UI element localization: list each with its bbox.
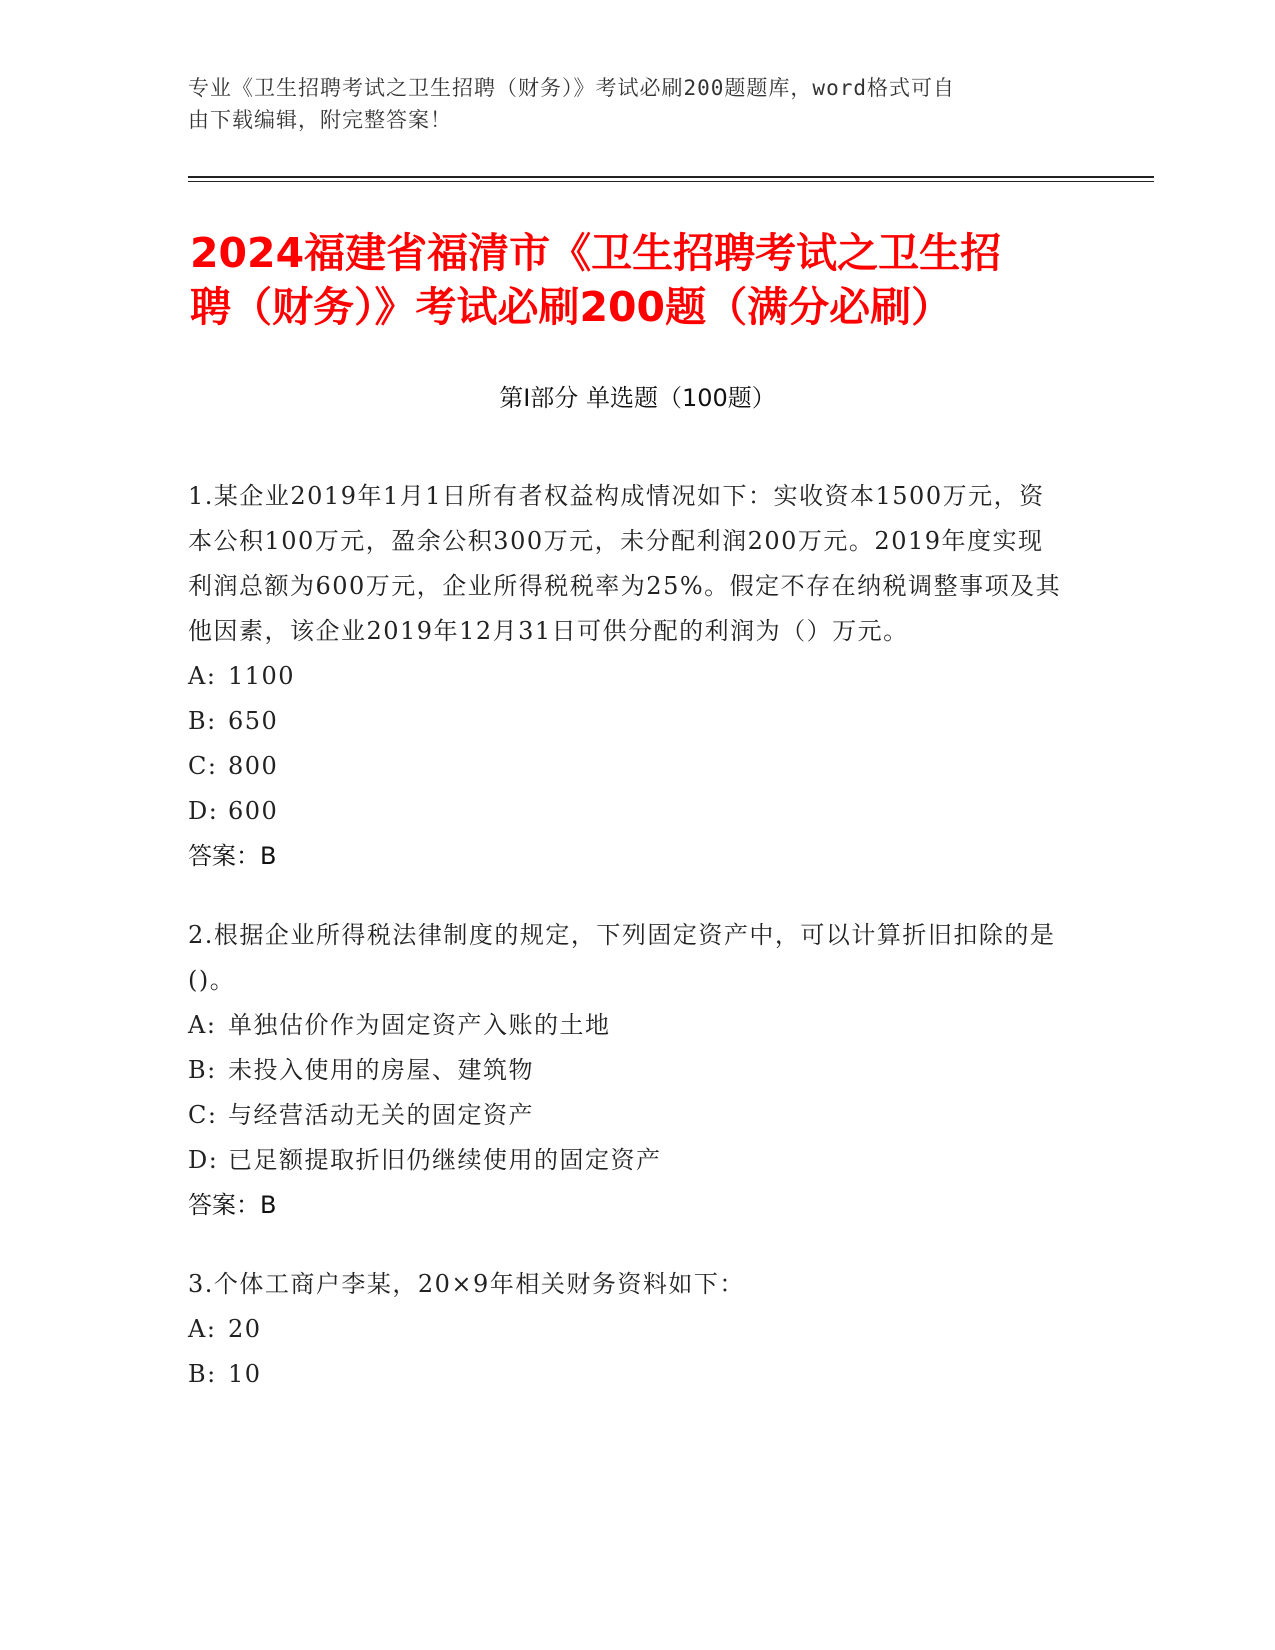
- answer-line: 答案：B: [188, 842, 277, 870]
- answer-line: 答案：B: [188, 1191, 277, 1219]
- option-b: [188, 1048, 1068, 1093]
- option-text: 10: [228, 1360, 262, 1388]
- option-letter: B:: [188, 1360, 217, 1388]
- question-list: [188, 474, 1068, 1431]
- option-d: [188, 789, 1068, 834]
- option-a: [188, 1003, 1068, 1048]
- option-a: [188, 654, 1068, 699]
- section-heading: 第Ⅰ部分 单选题（100题）: [499, 384, 776, 412]
- option-letter: D:: [188, 797, 219, 825]
- option-text: 单独估价作为固定资产入账的土地: [228, 1011, 611, 1039]
- question-2: [188, 913, 1068, 1228]
- option-b: [188, 1352, 1068, 1397]
- option-text: 600: [228, 797, 279, 825]
- question-text: 3.个体工商户李某，20×9年相关财务资料如下：: [188, 1270, 745, 1298]
- header-note: [188, 72, 1068, 136]
- header-note-line-2: 由下载编辑，附完整答案！: [188, 108, 452, 132]
- option-text: 20: [228, 1315, 262, 1343]
- header-divider-thick: [188, 176, 1154, 178]
- option-letter: A:: [188, 1315, 217, 1343]
- option-text: 与经营活动无关的固定资产: [228, 1101, 534, 1129]
- question-3: [188, 1262, 1068, 1397]
- option-letter: C:: [188, 752, 218, 780]
- option-d: [188, 1138, 1068, 1183]
- document-title-line-2: 聘（财务）》考试必刷200题（满分必刷）: [190, 283, 953, 331]
- option-text: 650: [228, 707, 279, 735]
- header-divider-thin: [188, 181, 1154, 182]
- option-letter: C:: [188, 1101, 218, 1129]
- question-1: [188, 474, 1068, 879]
- option-text: 800: [228, 752, 279, 780]
- option-letter: A:: [188, 1011, 217, 1039]
- option-c: [188, 744, 1068, 789]
- option-letter: D:: [188, 1146, 219, 1174]
- option-b: [188, 699, 1068, 744]
- option-text: 已足额提取折旧仍继续使用的固定资产: [228, 1146, 662, 1174]
- option-letter: B:: [188, 1056, 217, 1084]
- document-title-line-1: 2024福建省福清市《卫生招聘考试之卫生招: [190, 229, 1002, 277]
- option-text: 未投入使用的房屋、建筑物: [228, 1056, 534, 1084]
- option-letter: B:: [188, 707, 217, 735]
- document-title: [190, 226, 1090, 334]
- option-a: [188, 1307, 1068, 1352]
- option-c: [188, 1093, 1068, 1138]
- header-note-line-1: 专业《卫生招聘考试之卫生招聘（财务）》考试必刷200题题库，word格式可自: [188, 76, 955, 100]
- question-text: 2.根据企业所得税法律制度的规定，下列固定资产中，可以计算折旧扣除的是()。: [188, 921, 1056, 994]
- option-text: 1100: [228, 662, 296, 690]
- question-text: 1.某企业2019年1月1日所有者权益构成情况如下：实收资本1500万元，资本公积100万元，盈余公积300万元，未分配利润200万元。2019年度实现利润总额为600万元，企业所得税税率为25%。假定不存在纳税调整事项及其他因素，该企业2019年12月31日可供分配的利润为（）万元。: [188, 482, 1062, 645]
- option-letter: A:: [188, 662, 217, 690]
